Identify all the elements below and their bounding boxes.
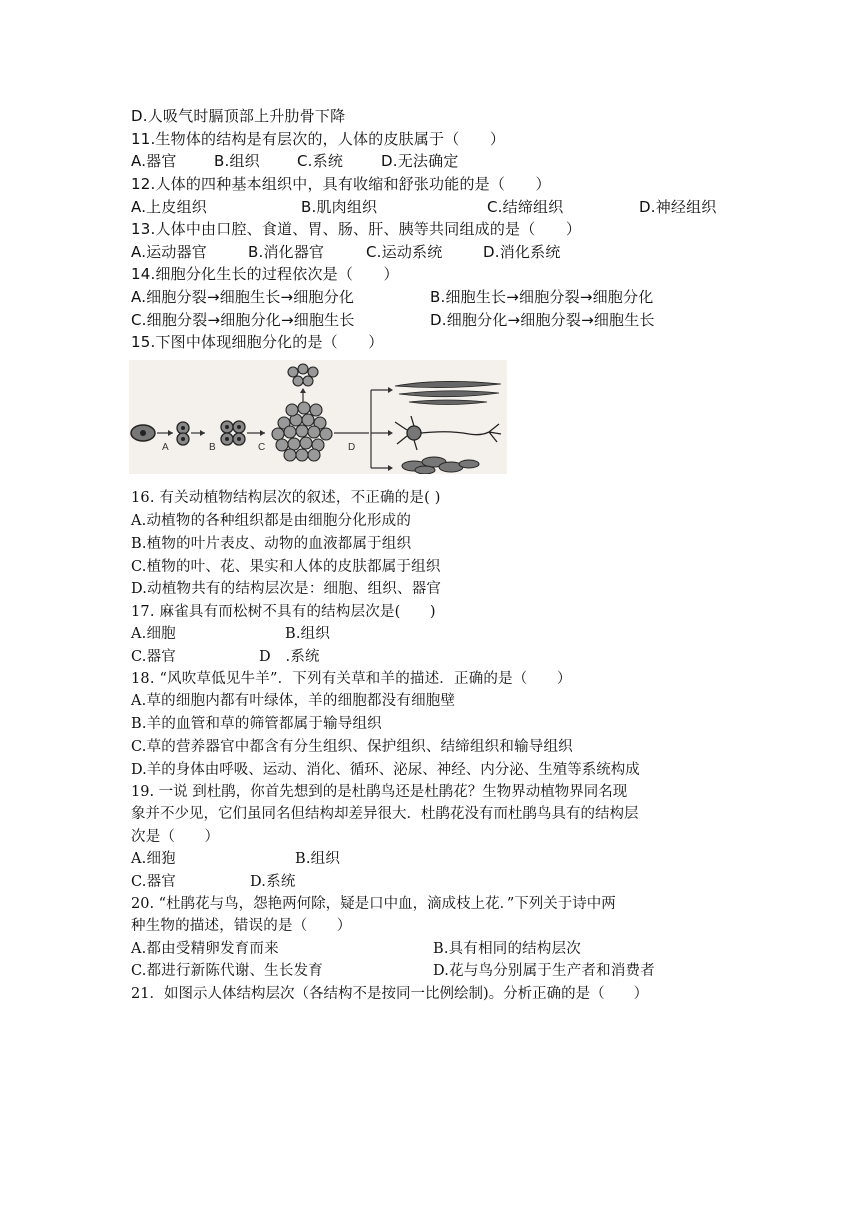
q17-option-d: D .系统 xyxy=(259,649,320,665)
q18-option-d: D.羊的身体由呼吸、运动、消化、循环、泌尿、神经、内分泌、生殖等系统构成 xyxy=(131,762,640,778)
q14-option-d: D.细胞分化→细胞分裂→细胞生长 xyxy=(430,311,655,329)
label-c: C xyxy=(258,442,266,453)
q18-option-a: A.草的细胞内都有叶绿体，羊的细胞都没有细胞壁 xyxy=(131,693,456,709)
q15-stem: 15.下图中体现细胞分化的是（ ） xyxy=(131,333,384,351)
blood-cells xyxy=(402,457,479,474)
two-cells xyxy=(177,422,189,445)
q13-stem: 13.人体中由口腔、食道、胃、肠、肝、胰等共同组成的是（ ） xyxy=(131,220,582,238)
q20-option-c: C.都进行新陈代谢、生长发育 xyxy=(131,963,323,979)
q18-stem: 18. “风吹草低见牛羊”．下列有关草和羊的描述．正确的是（ ） xyxy=(131,671,572,687)
q19-stem-line3: 次是（ ） xyxy=(131,829,220,845)
cell-differentiation-figure xyxy=(129,360,507,474)
q14-option-a: A.细胞分裂→细胞生长→细胞分化 xyxy=(131,288,355,306)
q19-option-c: C.器官 xyxy=(131,874,176,890)
q19-stem-line2: 象并不少见，它们虽同名但结构却差异很大．杜鹃花没有而杜鹃鸟具有的结构层 xyxy=(131,806,639,822)
q13-option-b: B.消化器官 xyxy=(248,243,325,261)
q14-option-b: B.细胞生长→细胞分裂→细胞分化 xyxy=(430,288,654,306)
q11-option-c: C.系统 xyxy=(297,152,344,170)
q21-stem: 21．如图示人体结构层次（各结构不是按同一比例绘制)。分析正确的是（ ） xyxy=(131,986,649,1002)
q17-stem: 17. 麻雀具有而松树不具有的结构层次是( ) xyxy=(131,604,436,620)
q11-option-a: A.器官 xyxy=(131,152,177,170)
q20-option-a: A.都由受精卵发育而来 xyxy=(131,941,279,957)
q16-option-c: C.植物的叶、花、果实和人体的皮肤都属于组织 xyxy=(131,559,441,575)
q11-option-d: D.无法确定 xyxy=(381,152,459,170)
q12-stem: 12.人体的四种基本组织中，具有收缩和舒张功能的是（ ） xyxy=(131,175,551,193)
four-cells xyxy=(221,421,245,445)
q19-option-b: B.组织 xyxy=(295,851,341,867)
q18-option-b: B.羊的血管和草的筛管都属于输导组织 xyxy=(131,716,382,732)
q17-option-a: A.细胞 xyxy=(131,626,176,642)
label-b: B xyxy=(209,442,216,453)
q17-option-b: B.组织 xyxy=(285,626,331,642)
q19-option-d: D.系统 xyxy=(250,874,296,890)
q13-option-d: D.消化系统 xyxy=(483,243,561,261)
q16-option-d: D.动植物共有的结构层次是：细胞、组织、器官 xyxy=(131,581,442,597)
q14-stem: 14.细胞分化生长的过程依次是（ ） xyxy=(131,265,399,283)
q11-stem: 11.生物体的结构是有层次的，人体的皮肤属于（ ） xyxy=(131,130,506,148)
q12-option-d: D.神经组织 xyxy=(639,198,717,216)
q16-option-b: B.植物的叶片表皮、动物的血液都属于组织 xyxy=(131,536,412,552)
q18-option-c: C.草的营养器官中都含有分生组织、保护组织、结缔组织和输导组织 xyxy=(131,739,573,755)
q10-option-d: D.人吸气时膈顶部上升肋骨下降 xyxy=(131,107,346,125)
label-d: D xyxy=(348,442,356,453)
q13-option-a: A.运动器官 xyxy=(131,243,207,261)
muscle-cells xyxy=(395,381,501,404)
q17-option-c: C.器官 xyxy=(131,649,176,665)
q20-stem-line2: 种生物的描述，错误的是（ ） xyxy=(131,918,352,934)
neuron-cell xyxy=(395,416,501,450)
single-cell xyxy=(131,425,155,441)
q19-option-a: A.细狍 xyxy=(131,851,176,867)
q12-option-b: B.肌肉组织 xyxy=(301,198,378,216)
top-cluster xyxy=(288,364,318,386)
label-a: A xyxy=(162,442,169,453)
q20-option-b: B.具有相同的结构层次 xyxy=(433,941,581,957)
q20-stem-line1: 20. “杜鹃花与鸟，怨艳两何除，疑是口中血，滴成枝上花．”下列关于诗中两 xyxy=(131,896,616,912)
q16-option-a: A.动植物的各种组织都是由细胞分化形成的 xyxy=(131,513,412,529)
q14-option-c: C.细胞分裂→细胞分化→细胞生长 xyxy=(131,311,355,329)
q20-option-d: D.花与鸟分别属于生产者和消费者 xyxy=(433,963,655,979)
q16-stem: 16. 有关动植物结构层次的叙述，不正确的是( ) xyxy=(131,490,441,506)
q19-stem-line1: 19. 一说 到杜鹃，你首先想到的是杜鹃鸟还是杜鹃花？生物界动植物界同名现 xyxy=(131,784,628,800)
cell-mass xyxy=(272,402,332,461)
q11-option-b: B.组织 xyxy=(214,152,260,170)
q12-option-c: C.结缔组织 xyxy=(487,198,564,216)
q13-option-c: C.运动系统 xyxy=(366,243,443,261)
q12-option-a: A.上皮组织 xyxy=(131,198,207,216)
